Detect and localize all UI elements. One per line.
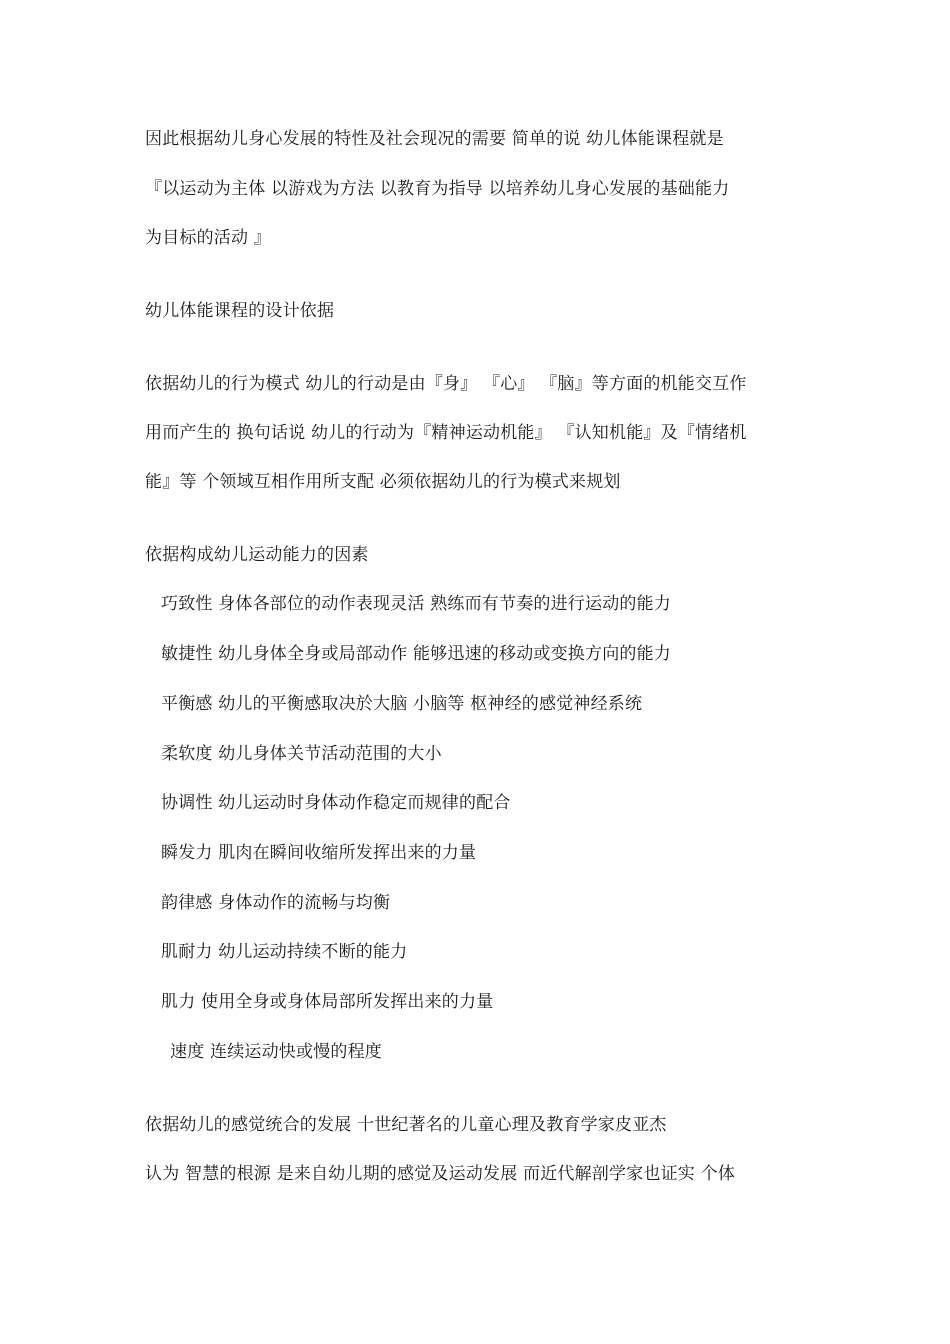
intro-line-1: 因此根据幼儿身心发展的特性及社会现况的需要 简单的说 幼儿体能课程就是	[145, 129, 724, 149]
sensory-line-2: 认为 智慧的根源 是来自幼儿期的感觉及运动发展 而近代解剖学家也证实 个体	[145, 1164, 736, 1184]
behavior-line-2: 用而产生的 换句话说 幼儿的行动为『精神运动机能』 『认知机能』及『情绪机	[145, 423, 747, 443]
behavior-line-1: 依据幼儿的行为模式 幼儿的行动是由『身』 『心』 『脑』等方面的机能交互作	[145, 374, 747, 394]
sensory-line-1: 依据幼儿的感觉统合的发展 十世纪著名的儿童心理及教育学家皮亚杰	[145, 1115, 667, 1135]
factors-heading: 依据构成幼儿运动能力的因素	[145, 545, 369, 565]
factor-item: 柔软度 幼儿身体关节活动范围的大小	[161, 744, 442, 764]
factor-item: 协调性 幼儿运动时身体动作稳定而规律的配合	[161, 793, 511, 813]
factor-item: 肌耐力 幼儿运动持续不断的能力	[161, 942, 408, 962]
factor-item: 韵律感 身体动作的流畅与均衡	[161, 893, 391, 913]
section-heading: 幼儿体能课程的设计依据	[145, 301, 335, 321]
factor-item: 巧致性 身体各部位的动作表现灵活 熟练而有节奏的进行运动的能力	[161, 594, 672, 614]
factor-item: 瞬发力 肌肉在瞬间收缩所发挥出来的力量	[161, 843, 477, 863]
factor-item: 肌力 使用全身或身体局部所发挥出来的力量	[161, 992, 494, 1012]
behavior-line-3: 能』等 个领域互相作用所支配 必须依据幼儿的行为模式来规划	[145, 472, 621, 492]
factor-item: 敏捷性 幼儿身体全身或局部动作 能够迅速的移动或变换方向的能力	[161, 644, 672, 664]
factor-item: 平衡感 幼儿的平衡感取决於大脑 小脑等 枢神经的感觉神经系统	[161, 694, 643, 714]
intro-line-3: 为目标的活动 』	[145, 228, 272, 248]
intro-line-2: 『以运动为主体 以游戏为方法 以教育为指导 以培养幼儿身心发展的基础能力	[145, 179, 730, 199]
factor-item: 速度 连续运动快或慢的程度	[170, 1042, 383, 1062]
